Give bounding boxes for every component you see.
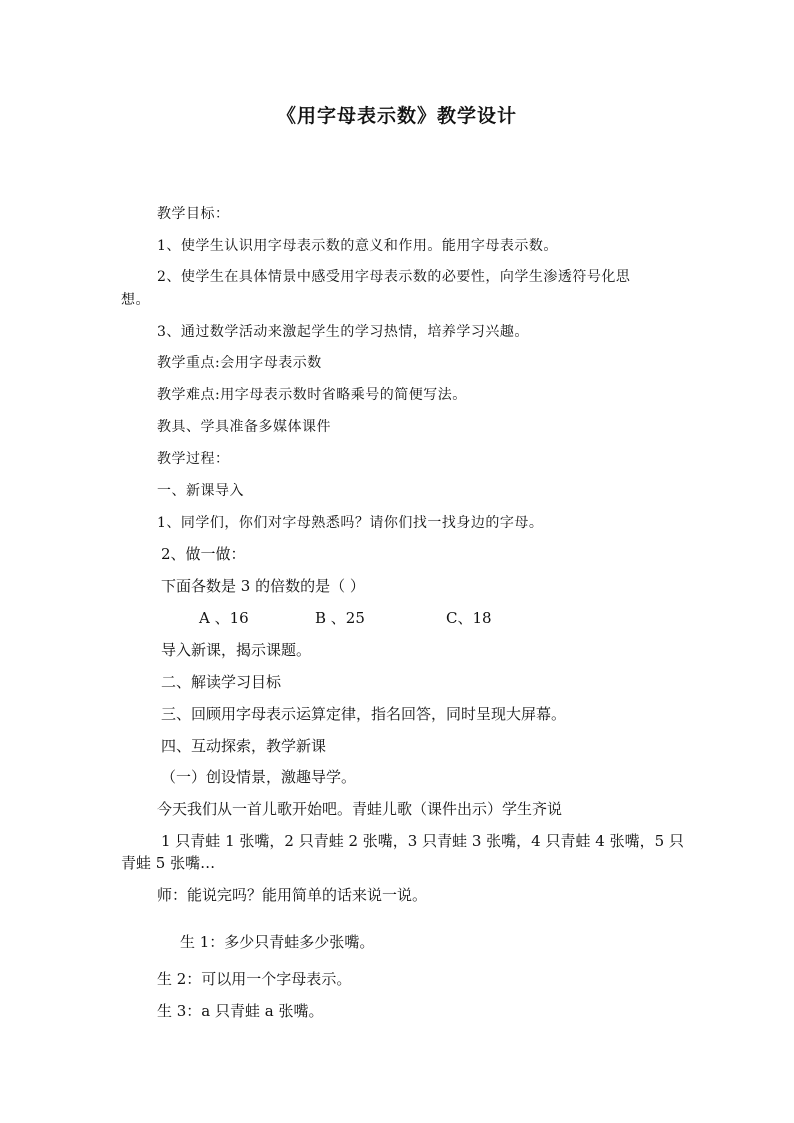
song-line-1: 1 只青蛙 1 张嘴，2 只青蛙 2 张嘴，3 只青蛙 3 张嘴，4 只青蛙 4 张嘴，5 只: [161, 832, 684, 850]
teacher-question: 师：能说完吗？能用简单的话来说一说。: [157, 886, 428, 904]
objectives-heading: 教学目标：: [157, 206, 230, 222]
option-b: B 、25: [315, 609, 365, 627]
difficult-point: 教学难点:用字母表示数时省略乘号的简便写法。: [157, 387, 467, 403]
subsection-1-heading: （一）创设情景，激趣导学。: [161, 768, 357, 786]
student-1-answer: 生 1：多少只青蛙多少张嘴。: [180, 933, 375, 951]
song-line-2: 青蛙 5 张嘴…: [121, 854, 216, 872]
document-title: 《用字母表示数》教学设计: [276, 105, 517, 127]
section-2-heading: 二、解读学习目标: [161, 673, 282, 691]
process-heading: 教学过程：: [157, 451, 230, 467]
objective-2-line-2: 想。: [121, 292, 150, 308]
section-3-heading: 三、回顾用字母表示运算定律，指名回答，同时呈现大屏幕。: [161, 705, 567, 723]
step-1: 1、同学们，你们对字母熟悉吗？请你们找一找身边的字母。: [157, 515, 544, 531]
song-intro: 今天我们从一首儿歌开始吧。青蛙儿歌（课件出示）学生齐说: [157, 800, 563, 818]
objective-2-line-1: 2、使学生在具体情景中感受用字母表示数的必要性，向学生渗透符号化思: [157, 269, 631, 285]
objective-1: 1、使学生认识用字母表示数的意义和作用。能用字母表示数。: [157, 238, 558, 254]
multiple-question: 下面各数是 3 的倍数的是（ ）: [161, 577, 365, 595]
materials: 教具、学具准备多媒体课件: [157, 419, 331, 435]
section-4-heading: 四、互动探索，教学新课: [161, 737, 327, 755]
objective-3: 3、通过数学活动来激起学生的学习热情，培养学习兴趣。: [157, 324, 529, 340]
option-a: A 、16: [199, 609, 249, 627]
intro-new-lesson: 导入新课，揭示课题。: [161, 641, 312, 659]
student-3-answer: 生 3：a 只青蛙 a 张嘴。: [157, 1002, 324, 1020]
option-c: C、18: [446, 609, 492, 627]
key-point: 教学重点:会用字母表示数: [157, 355, 322, 371]
step-2: 2、做一做：: [161, 545, 246, 563]
section-1-heading: 一、新课导入: [157, 483, 244, 499]
student-2-answer: 生 2：可以用一个字母表示。: [157, 970, 352, 988]
